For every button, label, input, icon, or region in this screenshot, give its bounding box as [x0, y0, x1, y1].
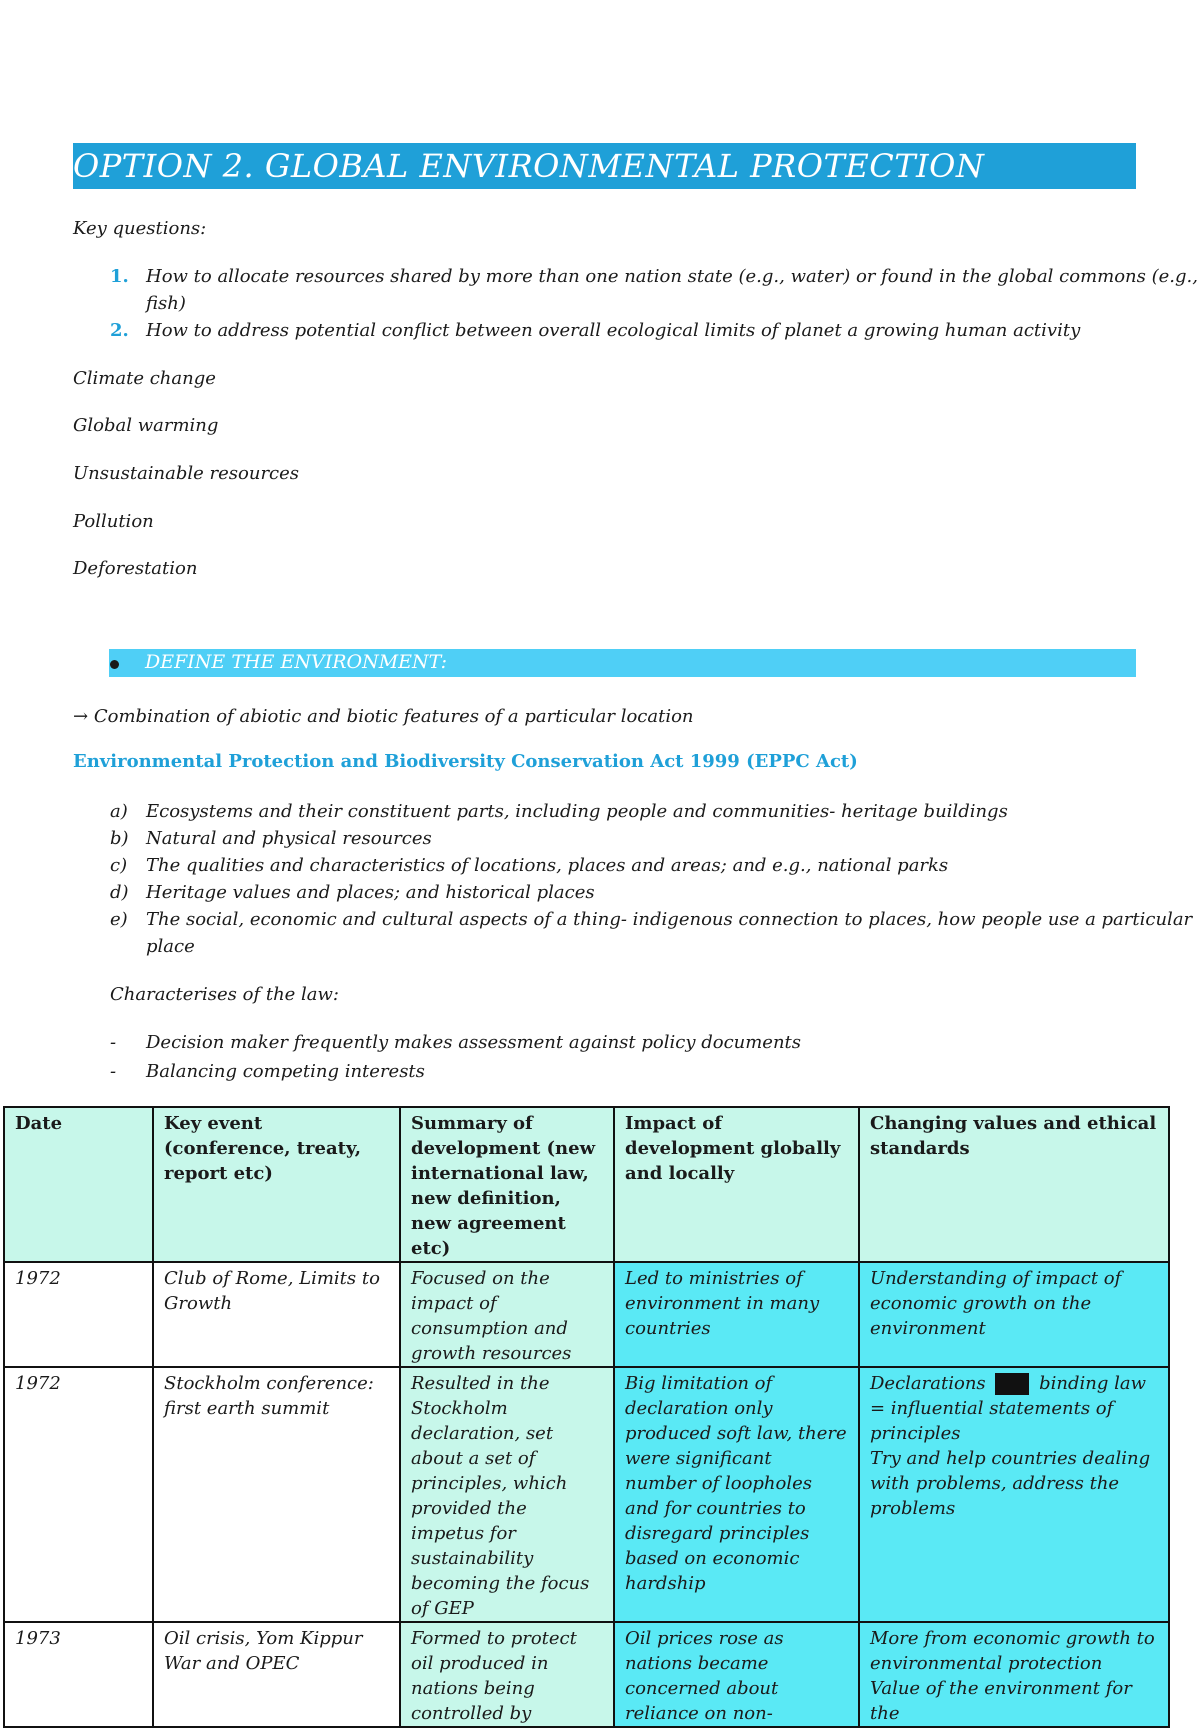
impact-cell: Oil prices rose as nations became concerned about reliance on non- [614, 1622, 859, 1727]
list-item: The qualities and characteristics of locations, places and areas; and e.g., national parks [146, 855, 949, 876]
list-marker: c) [110, 855, 128, 876]
summary-cell: Formed to protect oil produced in nations being controlled by [400, 1622, 614, 1727]
values-text: Try and help countries dealing with problems, address the problems [870, 1448, 1151, 1519]
definition-line [73, 706, 694, 727]
list-marker: - [110, 1061, 117, 1082]
question-text: How to address potential conflict between overall ecological limits of planet a growing human activity [146, 320, 1081, 341]
event-cell: Stockholm conference: first earth summit [153, 1367, 400, 1622]
question-text-continued: fish) [146, 293, 186, 314]
event-cell: Club of Rome, Limits to Growth [153, 1262, 400, 1367]
values-cell: More from economic growth to environmental protection Value of the environment for the [859, 1622, 1169, 1727]
list-item: Decision maker frequently makes assessment against policy documents [146, 1032, 802, 1053]
topic-item: Unsustainable resources [73, 463, 300, 484]
arrow-right-icon: → [73, 706, 89, 727]
table-row [4, 1367, 1169, 1622]
table-row [4, 1262, 1169, 1367]
list-marker: e) [110, 909, 128, 930]
list-item: Natural and physical resources [146, 828, 432, 849]
summary-cell: Resulted in the Stockholm declaration, set about a set of principles, which provided the impetus for sustainability becoming the focus of GEP [400, 1367, 614, 1622]
table-row [4, 1622, 1169, 1727]
table-header-row [4, 1107, 1169, 1262]
date-cell: 1972 [4, 1367, 153, 1622]
list-marker: a) [110, 801, 128, 822]
list-marker: - [110, 1032, 117, 1053]
bullet-icon [110, 660, 119, 669]
table-header: Date [4, 1107, 153, 1262]
values-text: = influential statements of principles [870, 1398, 1114, 1444]
ink-blot-icon [995, 1373, 1029, 1395]
event-cell: Oil crisis, Yom Kippur War and OPEC [153, 1622, 400, 1727]
values-cell: Understanding of impact of economic growth on the environment [859, 1262, 1169, 1367]
impact-cell: Big limitation of declaration only produced soft law, there were significant number of loopholes and for countries to disregard principles based on economic hardship [614, 1367, 859, 1622]
list-item: Balancing competing interests [146, 1061, 425, 1082]
list-item: Ecosystems and their constituent parts, including people and communities- heritage buildings [146, 801, 1008, 822]
table-header: Key event (conference, treaty, report etc) [153, 1107, 400, 1262]
list-item: The social, economic and cultural aspects of a thing- indigenous connection to places, how people use a particular [146, 909, 1193, 930]
date-cell: 1972 [4, 1262, 153, 1367]
date-cell: 1973 [4, 1622, 153, 1727]
list-item: Heritage values and places; and historical places [146, 882, 595, 903]
topic-item: Global warming [73, 415, 219, 436]
table-header: Impact of development globally and locally [614, 1107, 859, 1262]
values-cell [859, 1367, 1169, 1622]
list-marker: b) [110, 828, 129, 849]
summary-cell: Focused on the impact of consumption and growth resources [400, 1262, 614, 1367]
events-table [3, 1106, 1170, 1728]
key-questions-label: Key questions: [73, 218, 207, 239]
definition-text: Combination of abiotic and biotic features of a particular location [93, 706, 694, 727]
question-text: How to allocate resources shared by more than one nation state (e.g., water) or found in the global commons (e.g., [146, 266, 1198, 287]
table-header: Changing values and ethical standards [859, 1107, 1169, 1262]
question-number: 2. [110, 320, 129, 341]
page-title: OPTION 2. GLOBAL ENVIRONMENTAL PROTECTION [73, 147, 985, 185]
topic-item: Deforestation [73, 558, 198, 579]
define-heading: DEFINE THE ENVIRONMENT: [145, 651, 448, 673]
list-marker: d) [110, 882, 129, 903]
question-number: 1. [110, 266, 129, 287]
topic-item: Pollution [73, 511, 154, 532]
values-text: Declarations [870, 1373, 986, 1394]
topic-item: Climate change [73, 368, 216, 389]
impact-cell: Led to ministries of environment in many countries [614, 1262, 859, 1367]
values-text: binding law [1039, 1373, 1147, 1394]
list-item-continued: place [146, 936, 195, 957]
table-header: Summary of development (new international law, new definition, new agreement etc) [400, 1107, 614, 1262]
characterises-label: Characterises of the law: [110, 984, 339, 1005]
act-title: Environmental Protection and Biodiversity Conservation Act 1999 (EPPC Act) [73, 751, 858, 772]
